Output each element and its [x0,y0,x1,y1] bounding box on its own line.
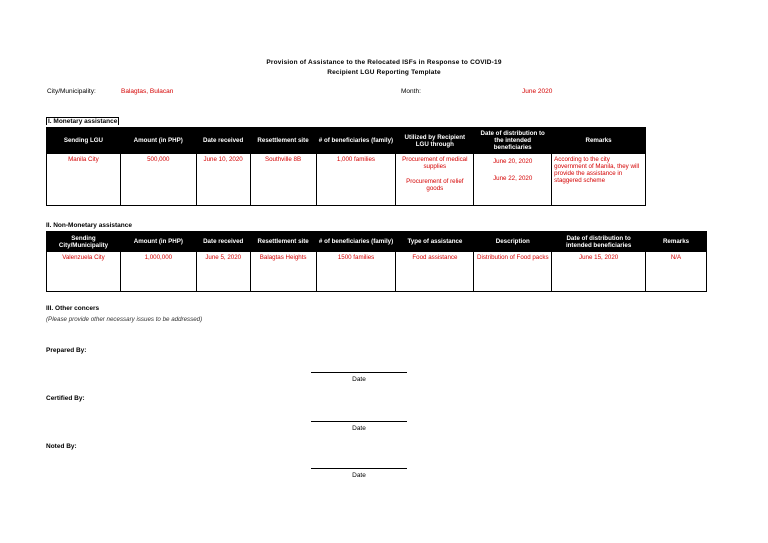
col-resettlement-site: Resettlement site [250,128,316,154]
noted-signature-line [311,468,407,469]
certified-signature-line [311,421,407,422]
report-title: Provision of Assistance to the Relocated ISFs in Response to COVID-19 [266,59,502,66]
cell-sending-lgu: Manila City [47,154,121,206]
col-distribution-date: Date of distribution to the intended beneficiaries [474,128,552,154]
cell-beneficiaries: 1,000 families [316,154,396,206]
col-sending-city: Sending City/Municipality [47,232,121,252]
utilized-item-2: Procurement of relief goods [406,178,464,192]
month-value: June 2020 [522,88,553,95]
col-distribution-date: Date of distribution to intended beneficiaries [552,232,646,252]
city-value: Balagtas, Bulacan [121,88,174,95]
cell-remarks: N/A [646,252,707,292]
prepared-signature-line [311,372,407,373]
dist-date-1: June 20, 2020 [493,158,533,165]
section3-note: (Please provide other necessary issues to be addressed) [46,316,203,323]
col-type: Type of assistance [396,232,474,252]
section2-title: II. Non-Monetary assistance [46,222,132,229]
col-remarks: Remarks [646,232,707,252]
cell-remarks: According to the city government of Manila, they will provide the assistance in staggered scheme [552,154,646,206]
col-beneficiaries: # of beneficiaries (family) [316,232,396,252]
cell-site: Southville 8B [250,154,316,206]
cell-amount: 1,000,000 [120,252,196,292]
month-label: Month: [401,88,421,95]
utilized-item-1: Procurement of medical supplies [402,156,468,170]
col-date-received: Date received [196,128,250,154]
cell-date-received: June 5, 2020 [196,252,250,292]
cell-utilized [396,154,474,206]
cell-amount: 500,000 [120,154,196,206]
city-label: City/Municipality: [47,88,96,95]
cell-distribution-date [474,154,552,206]
cell-sending-city: Valenzuela City [47,252,121,292]
col-amount: Amount (in PHP) [120,128,196,154]
dist-date-2: June 22, 2020 [493,175,533,182]
prepared-by-label: Prepared By: [46,347,87,354]
cell-beneficiaries: 1500 families [316,252,396,292]
certified-date-label: Date [352,425,366,432]
section1-title: I. Monetary assistance [48,118,118,125]
col-date-received: Date received [196,232,250,252]
section3-title: III. Other concers [46,305,100,312]
report-subtitle: Recipient LGU Reporting Template [327,69,441,76]
table-row [47,154,646,206]
cell-distribution-date: June 15, 2020 [552,252,646,292]
cell-site: Balagtas Heights [250,252,316,292]
cell-description: Distribution of Food packs [474,252,552,292]
col-beneficiaries: # of beneficiaries (family) [316,128,396,154]
certified-by-label: Certified By: [46,395,85,402]
cell-type: Food assistance [396,252,474,292]
non-monetary-table [46,231,707,292]
non-monetary-header-row [47,232,707,252]
col-remarks: Remarks [552,128,646,154]
monetary-table [46,127,646,206]
table-row [47,252,707,292]
noted-by-label: Noted By: [46,443,77,450]
noted-date-label: Date [352,472,366,479]
col-sending-lgu: Sending LGU [47,128,121,154]
monetary-header-row [47,128,646,154]
col-resettlement-site: Resettlement site [250,232,316,252]
col-description: Description [474,232,552,252]
cell-date-received: June 10, 2020 [196,154,250,206]
col-utilized-through: Utilized by Recipient LGU through [396,128,474,154]
col-amount: Amount (in PHP) [120,232,196,252]
prepared-date-label: Date [352,376,366,383]
